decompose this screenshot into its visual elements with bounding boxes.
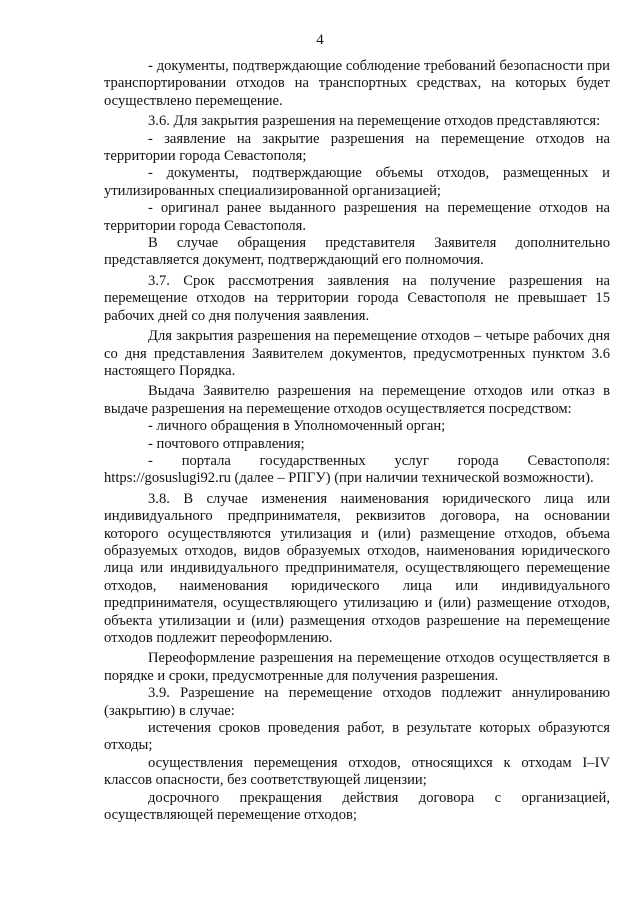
- paragraph-closing-term: Для закрытия разрешения на перемещение отходов – четыре рабочих дня со дня представления Заявителем документов, предусмотренных пунктом 3.6 настоящего Порядка.: [104, 328, 610, 379]
- paragraph-issuance: Выдача Заявителю разрешения на перемещение отходов или отказ в выдаче разрешения на перемещение отходов осуществляется посредством:: [104, 383, 610, 417]
- paragraph-representative: В случае обращения представителя Заявителя дополнительно представляется документ, подтверждающий его полномочия.: [104, 235, 610, 269]
- paragraph-reissue-order: Переоформление разрешения на перемещение отходов осуществляется в порядке и сроки, предусмотренные для получения разрешения.: [104, 650, 610, 684]
- document-body: [104, 58, 610, 824]
- list-item-term-expiry: истечения сроков проведения работ, в результате которых образуются отходы;: [104, 720, 610, 754]
- list-item-no-license: осуществления перемещения отходов, относящихся к отходам I–IV классов опасности, без соответствующей лицензии;: [104, 754, 610, 789]
- paragraph-volume-docs: - документы, подтверждающие объемы отходов, размещенных и утилизированных специализированной организацией;: [104, 165, 610, 199]
- paragraph-3-8-reissue: 3.8. В случае изменения наименования юридического лица или индивидуального предпринимателя, реквизитов договора, на основании которого осуществляются утилизация и (или) размещение отходов, объема образуемых отходов, видов образуемых отходов, наименования юридического лица или индивидуального предпринимателя, осуществляющего перемещение отходов, наименования юридического лица или индивидуального предпринимателя, осуществляющего утилизацию и (или) размещение отходов, объекта утилизации и (или) размещения отходов разрешение на перемещение отходов подлежит переоформлению.: [104, 490, 610, 646]
- paragraph-3-7-term: 3.7. Срок рассмотрения заявления на получение разрешения на перемещение отходов на территории города Севастополя не превышает 15 рабочих дней со дня получения заявления.: [104, 272, 610, 324]
- paragraph-safety-docs: - документы, подтверждающие соблюдение требований безопасности при транспортировании отходов на транспортных средствах, на которых будет осуществлено перемещение.: [104, 58, 610, 109]
- list-item-personal: - личного обращения в Уполномоченный орган;: [148, 418, 446, 435]
- list-item-mail: - почтового отправления;: [148, 435, 305, 452]
- page-number: 4: [316, 32, 324, 48]
- list-item-contract-termination: досрочного прекращения действия договора с организацией, осуществляющей перемещение отходов;: [104, 789, 610, 824]
- paragraph-closing-application: - заявление на закрытие разрешения на перемещение отходов на территории города Севастополя;: [104, 130, 610, 165]
- list-item-portal: - портала государственных услуг города Севастополя: https://gosuslugi92.ru (далее – РПГУ) (при наличии технической возможности).: [104, 452, 610, 487]
- paragraph-3-6-heading: 3.6. Для закрытия разрешения на перемещение отходов представляются:: [148, 113, 601, 130]
- paragraph-3-9-annulment: 3.9. Разрешение на перемещение отходов подлежит аннулированию (закрытию) в случае:: [104, 685, 610, 719]
- paragraph-original-permit: - оригинал ранее выданного разрешения на перемещение отходов на территории города Севастополя.: [104, 200, 610, 234]
